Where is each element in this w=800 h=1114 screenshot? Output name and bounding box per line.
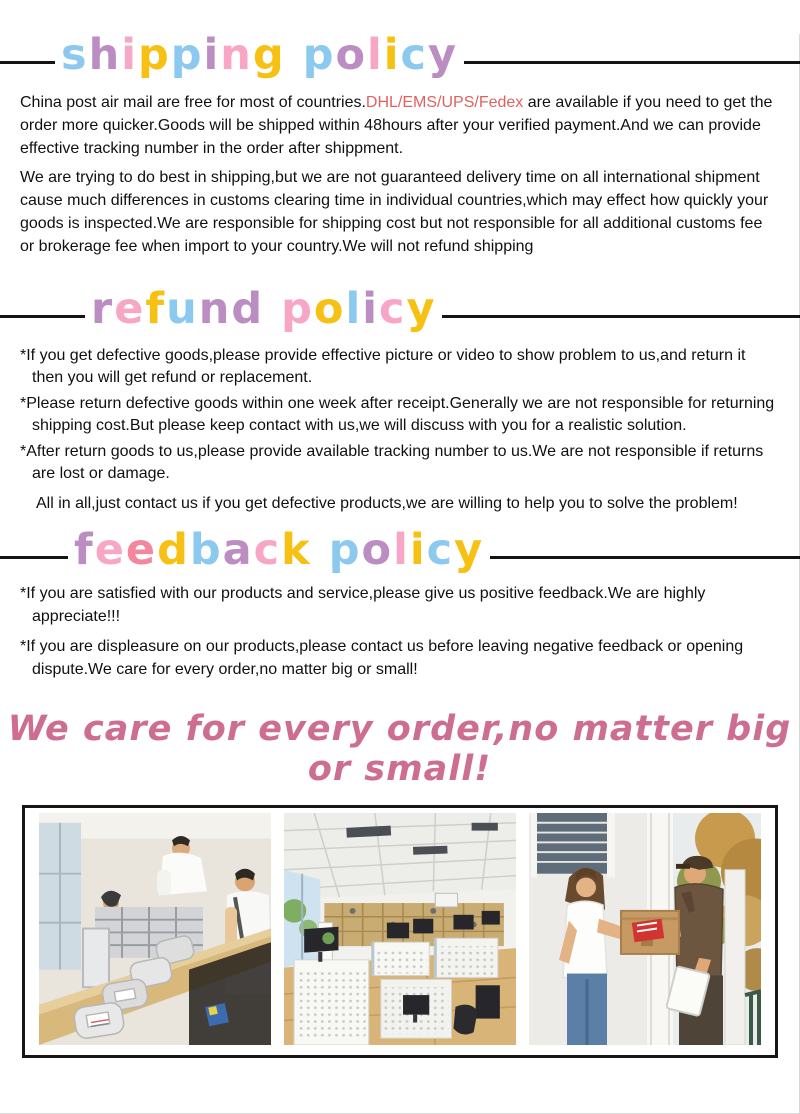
refund-item: *Please return defective goods within one week after receipt.Generally we are not responsible for returning shipping cost.But please keep contact with us,we will discuss with you for a realistic solution. <box>20 395 775 434</box>
heading-rule-right <box>442 315 800 318</box>
feedback-policy-list <box>20 582 779 681</box>
policy-page <box>0 30 800 1114</box>
shipping-policy-heading <box>0 30 800 80</box>
shipping-paragraph-2: We are trying to do best in shipping,but we are not guaranteed delivery time on all international shipment cause much differences in customs clearing time in individual countries,which may effect how quickly your goods is inspected.We are responsible for shipping cost but not responsible for all additional customs fee or brokerage fee when import to your country.We will not refund shipping <box>20 169 769 255</box>
care-slogan: We care for every order,no matter big or small! <box>7 709 792 789</box>
refund-item: *If you get defective goods,please provide effective picture or video to show problem to us,and return it then you will get refund or replacement. <box>20 347 746 386</box>
warehouse-packing-photo <box>39 813 271 1045</box>
refund-policy-heading <box>0 284 800 334</box>
fragile-sticker <box>632 919 664 942</box>
feedback-item: *If you are displeasure on our products,please contact us before leaving negative feedback or opening dispute.We care for every order,no matter big or small! <box>20 638 744 678</box>
shipping-policy-title: shipping policy <box>61 30 459 80</box>
refund-summary-line: All in all,just contact us if you get defective products,we are willing to help you to solve the problem! <box>36 495 738 512</box>
shipping-paragraph-1-after: are available if you need to get the order more quicker.Goods will be shipped within 48hours after your verified payment.And we can provide effective tracking number in the order after shippment. <box>20 94 773 157</box>
heading-rule-right <box>490 556 800 559</box>
shipping-paragraph-1 <box>20 91 779 160</box>
heading-rule-left <box>0 315 85 318</box>
refund-item: *After return goods to us,please provide available tracking number to us.We are not responsible if returns are lost or damage. <box>20 443 764 482</box>
feedback-policy-title: feedback policy <box>74 525 485 575</box>
office-plant <box>322 932 334 944</box>
shipping-paragraph-1-before: China post air mail are free for most of countries. <box>20 94 366 111</box>
feedback-item: *If you are satisfied with our products and service,please give us positive feedback.We are highly appreciate!!! <box>20 585 706 625</box>
feedback-policy-heading <box>0 525 800 575</box>
refund-policy-list <box>20 345 779 515</box>
cardboard-box <box>621 911 679 954</box>
heading-rule-right <box>464 61 800 64</box>
porch-column <box>725 870 745 1045</box>
window-blinds <box>531 813 615 878</box>
office-interior-photo <box>284 813 516 1045</box>
heading-rule-left <box>0 556 68 559</box>
heading-rule-left <box>0 61 55 64</box>
photo-panel <box>22 805 778 1058</box>
refund-policy-title: refund policy <box>91 284 437 334</box>
courier-handover-photo <box>529 813 761 1045</box>
carrier-names-highlight: DHL/EMS/UPS/Fedex <box>365 94 524 111</box>
